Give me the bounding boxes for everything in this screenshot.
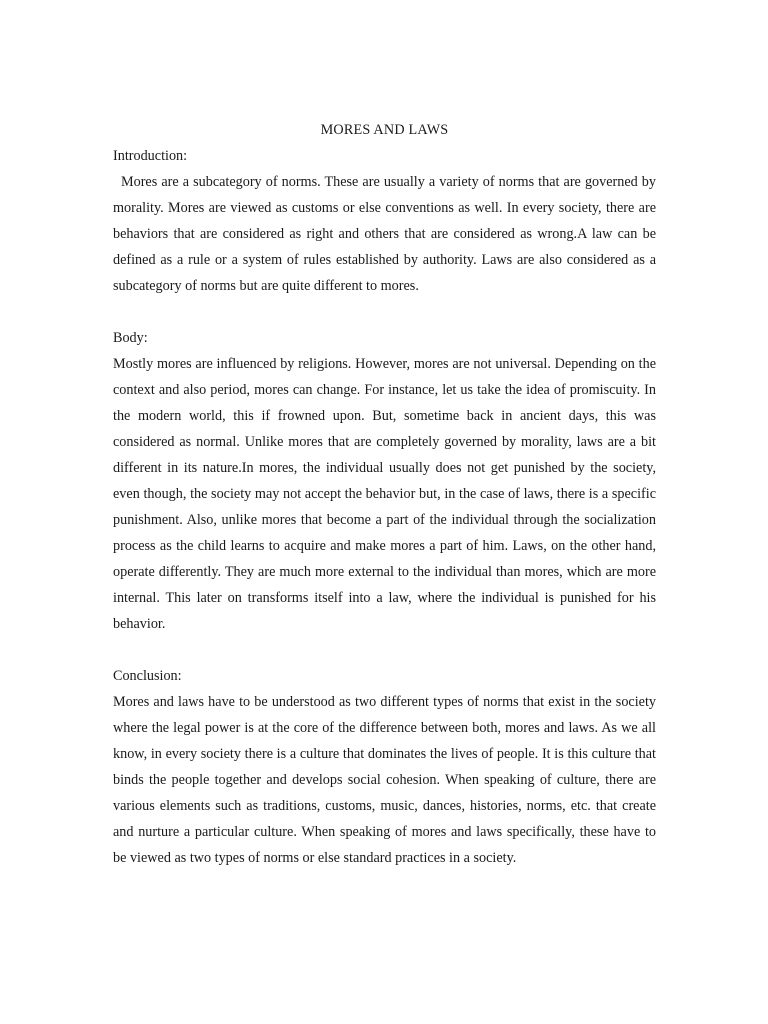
- section-text-conclusion: Mores and laws have to be understood as two different types of norms that exist in the society where the legal power is at the core of the difference between both, mores and laws. As we all know, in every society there is a culture that dominates the lives of people. It is this culture that binds the people together and develops social cohesion. When speaking of culture, there are various elements such as traditions, customs, music, dances, histories, norms, etc. that create and nurture a particular culture. When speaking of mores and laws specifically, these have to be viewed as two types of norms or else standard practices in a society.: [113, 694, 656, 866]
- paragraph-spacer: [113, 299, 656, 325]
- paragraph-spacer: [113, 637, 656, 663]
- section-text-introduction: Mores are a subcategory of norms. These are usually a variety of norms that are governed by morality. Mores are viewed as customs or else conventions as well. In every society, there are behaviors that are considered as right and others that are considered as wrong.A law can be defined as a rule or a system of rules established by authority. Laws are also considered as a subcategory of norms but are quite different to mores.: [113, 174, 656, 294]
- document-title: MORES AND LAWS: [320, 122, 449, 138]
- section-heading-body: Body:: [113, 330, 148, 346]
- document-body: [113, 117, 656, 871]
- section-heading-conclusion: Conclusion:: [113, 668, 182, 684]
- section-heading-introduction: Introduction:: [113, 148, 188, 164]
- section-text-body: Mostly mores are influenced by religions. However, mores are not universal. Depending on the context and also period, mores can change. For instance, let us take the idea of promiscuity. In the modern world, this if frowned upon. But, sometime back in ancient days, this was considered as normal. Unlike mores that are completely governed by morality, laws are a bit different in its nature.In mores, the individual usually does not get punished by the society, even though, the society may not accept the behavior but, in the case of laws, there is a specific punishment. Also, unlike mores that become a part of the individual through the socialization process as the child learns to acquire and make mores a part of him. Laws, on the other hand, operate differently. They are much more external to the individual than mores, which are more internal. This later on transforms itself into a law, where the individual is punished for his behavior.: [113, 356, 656, 632]
